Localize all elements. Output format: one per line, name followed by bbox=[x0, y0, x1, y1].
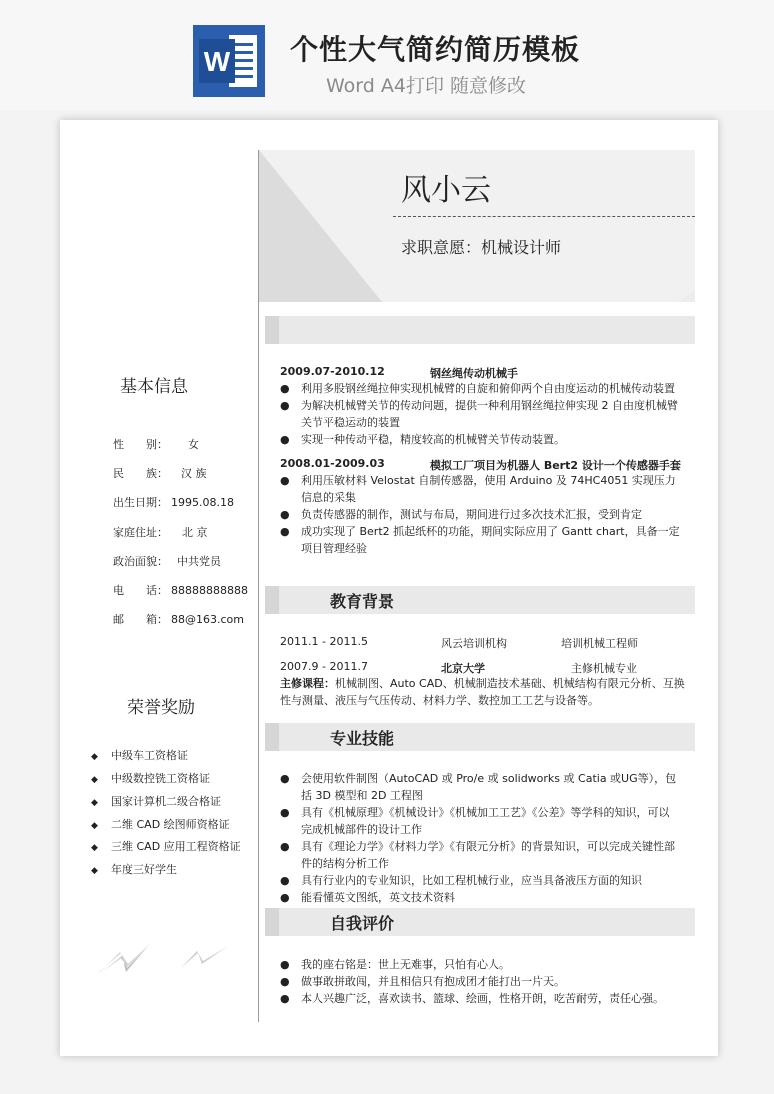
basic-info-heading: 基本信息 bbox=[120, 377, 188, 397]
list-item: ● 做事敢拼敢闯，并且相信只有抱成团才能打出一片天。 bbox=[280, 975, 565, 988]
bullet-icon: ● bbox=[280, 840, 290, 853]
bullet-icon: ● bbox=[280, 772, 290, 785]
experience-entry-1-header bbox=[280, 365, 518, 380]
honors-heading: 荣誉奖励 bbox=[127, 698, 195, 718]
diamond-bullet-icon: ◆ bbox=[91, 752, 98, 762]
list-item: ◆ 三维 CAD 应用工程资格证 bbox=[91, 840, 241, 853]
experience-title: 模拟工厂项目为机器人 Bert2 设计一个传感器手套 bbox=[430, 459, 681, 472]
word-document-icon bbox=[193, 25, 265, 97]
experience-entry-2-header bbox=[280, 457, 681, 472]
name-divider bbox=[393, 216, 695, 217]
bird-decoration-icon bbox=[96, 938, 236, 988]
list-item: ● 我的座右铭是：世上无难事，只怕有心人。 bbox=[280, 958, 510, 971]
info-row-gender: 性 别： 女 bbox=[113, 438, 199, 451]
diamond-bullet-icon: ◆ bbox=[91, 866, 98, 876]
info-row-email: 邮 箱： 88@163.com bbox=[113, 613, 244, 626]
candidate-name: 风小云 bbox=[401, 173, 491, 208]
bullet-icon: ● bbox=[280, 474, 290, 487]
skills-heading: 专业技能 bbox=[330, 729, 395, 748]
bullet-icon: ● bbox=[280, 975, 290, 988]
self-eval-heading: 自我评价 bbox=[330, 914, 395, 933]
self-eval-section-bar bbox=[265, 908, 695, 936]
bullet-icon: ● bbox=[280, 891, 290, 904]
course-list: 主修课程：机械制图、Auto CAD、机械制造技术基础、机械结构有限元分析、互换性与测量、液压与气压传动、材料力学、数控加工工艺与设备等。 bbox=[280, 677, 685, 707]
info-row-phone: 电 话： 88888888888 bbox=[113, 584, 248, 597]
list-item: ◆ 二维 CAD 绘图师资格证 bbox=[91, 818, 230, 831]
bullet-icon: ● bbox=[280, 508, 290, 521]
bullet-icon: ● bbox=[280, 525, 290, 538]
skills-section-bar bbox=[265, 723, 695, 751]
template-banner bbox=[0, 0, 774, 110]
list-item: ● 实现一种传动平稳，精度较高的机械臂关节传动装置。 bbox=[280, 433, 565, 446]
list-item: ● 具有《理论力学》《材料力学》《有限元分析》的背景知识，可以完成关键性部件的结构分析工作 bbox=[280, 840, 675, 870]
experience-period: 2008.01-2009.03 bbox=[280, 457, 385, 470]
education-section-bar bbox=[265, 586, 695, 614]
job-intent: 求职意愿：机械设计师 bbox=[401, 238, 562, 257]
list-item: ◆ 国家计算机二级合格证 bbox=[91, 795, 221, 808]
word-icon-letter: W bbox=[203, 46, 231, 77]
education-heading: 教育背景 bbox=[330, 592, 395, 611]
list-item: ● 为解决机械臂关节的传动问题，提供一种利用钢丝绳拉伸实现 2 自由度机械臂关节平稳运动的装置 bbox=[280, 399, 678, 429]
list-item: ● 会使用软件制图（AutoCAD 或 Pro/e 或 solidworks 或 Catia 或UG等），包括 3D 模型和 2D 工程图 bbox=[280, 772, 677, 802]
experience-period: 2009.07-2010.12 bbox=[280, 365, 385, 378]
bullet-icon: ● bbox=[280, 806, 290, 819]
list-item: ◆ 中级数控铣工资格证 bbox=[91, 772, 210, 785]
diamond-bullet-icon: ◆ bbox=[91, 821, 98, 831]
bullet-icon: ● bbox=[280, 399, 290, 412]
resume-page: 风小云 求职意愿：机械设计师 2009.07-2010.12 钢丝绳传动机械手 ● 利用多股钢丝绳拉伸实现机械臂的自旋和俯仰两个自由度运动的机械传动装置 ● 为解决机械臂关节的传动问题，提供一种利用钢丝绳拉伸实现 2 自由度机械臂关节平稳运动的装置 ● 实现一种传动平稳，精度较高的机械臂关节传动装置。 2008.01-2009.03 模拟工厂项目为机器人 Bert2 设计一个传感器手套 ● 利用压敏材料 Velostat 自制传感器，使用 Arduino 及 74HC4051 实现压力信息的采集 ● 负责传感器的制作，测试与布局，期间进行过多次技术汇报，受到肯定 ● 成功实现了 Bert2 抓起纸杯的功能，期间实际应用了 Gantt chart，具备一定项目管理经验 教育背景 2011.1 - 2011.5 风云培训机构 培训机械工程师 2007.9 - 2011.7 北京大学 主修机械专业 主修课程：机械制图、Auto CAD、机械制造技术基础、机械结构有限元分析、互换性与测量、液压与气压传动、材料力学、数控加工工艺与设备等。 专业技能 ● 会使用软件制图（AutoCAD 或 Pro/e 或 solidworks 或 Catia 或UG等），包括 3D 模型和 2D 工程图 ● 具有《机械原理》《机械设计》《机械加工工艺》《公差》等学科的知识，可以完成机械部件的设计工作 ● 具有《理论力学》《材料力学》《有限元分析》的背景知识，可以完成关键性部件的结构分析工作 ● 具有行业内的专业知识，比如工程机械行业，应当具备液压方面的知识 ● 能看懂英文图纸，英文技术资料 自我评价 ● 我的座右铭是：世上无难事，只怕有心人。 ● 做事敢拼敢闯，并且相信只有抱成团才能打出一片天。 ● 本人兴趣广泛，喜欢读书、篮球、绘画，性格开朗，吃苦耐劳，责任心强。 基本信息 性 别： 女 民 族： 汉 族 出生日期： 1995.08.18 家庭住址： 北 京 政治面貌： 中共党员 电 话： 88888888888 邮 箱： 88@163.com 荣誉奖励 ◆ 中级车工资格证 ◆ 中级数控铣工资格证 ◆ 国家计算机二级合格证 ◆ 二维 CAD 绘图师资格证 ◆ 三维 CAD 应用工程资格证 ◆ 年度三好学生 bbox=[60, 120, 718, 1056]
experience-section-bar bbox=[265, 316, 695, 344]
diamond-bullet-icon: ◆ bbox=[91, 775, 98, 785]
list-item: ◆ 年度三好学生 bbox=[91, 863, 177, 876]
bullet-icon: ● bbox=[280, 382, 290, 395]
bullet-icon: ● bbox=[280, 992, 290, 1005]
list-item: ● 具有《机械原理》《机械设计》《机械加工工艺》《公差》等学科的知识，可以完成机械部件的设计工作 bbox=[280, 806, 670, 836]
info-row-ethnicity: 民 族： 汉 族 bbox=[113, 467, 207, 480]
list-item: ● 具有行业内的专业知识，比如工程机械行业，应当具备液压方面的知识 bbox=[280, 874, 642, 887]
banner-subtitle: Word A4打印 随意修改 bbox=[326, 75, 527, 97]
list-item: ◆ 中级车工资格证 bbox=[91, 749, 188, 762]
diamond-bullet-icon: ◆ bbox=[91, 798, 98, 808]
list-item: ● 负责传感器的制作，测试与布局，期间进行过多次技术汇报，受到肯定 bbox=[280, 508, 642, 521]
experience-title: 钢丝绳传动机械手 bbox=[430, 367, 518, 380]
list-item: ● 利用压敏材料 Velostat 自制传感器，使用 Arduino 及 74HC4051 实现压力信息的采集 bbox=[280, 474, 676, 504]
list-item: ● 能看懂英文图纸，英文技术资料 bbox=[280, 891, 455, 904]
info-row-political-status: 政治面貌： 中共党员 bbox=[113, 555, 221, 568]
bullet-icon: ● bbox=[280, 433, 290, 446]
banner-title: 个性大气简约简历模板 bbox=[290, 33, 581, 66]
info-row-address: 家庭住址： 北 京 bbox=[113, 526, 208, 539]
list-item: ● 成功实现了 Bert2 抓起纸杯的功能，期间实际应用了 Gantt chart，具备一定项目管理经验 bbox=[280, 525, 680, 555]
bullet-icon: ● bbox=[280, 874, 290, 887]
list-item: ● 本人兴趣广泛，喜欢读书、篮球、绘画，性格开朗，吃苦耐劳，责任心强。 bbox=[280, 992, 664, 1005]
info-row-birthdate: 出生日期： 1995.08.18 bbox=[113, 496, 234, 509]
bullet-icon: ● bbox=[280, 958, 290, 971]
diamond-bullet-icon: ◆ bbox=[91, 843, 98, 853]
list-item: ● 利用多股钢丝绳拉伸实现机械臂的自旋和俯仰两个自由度运动的机械传动装置 bbox=[280, 382, 675, 395]
